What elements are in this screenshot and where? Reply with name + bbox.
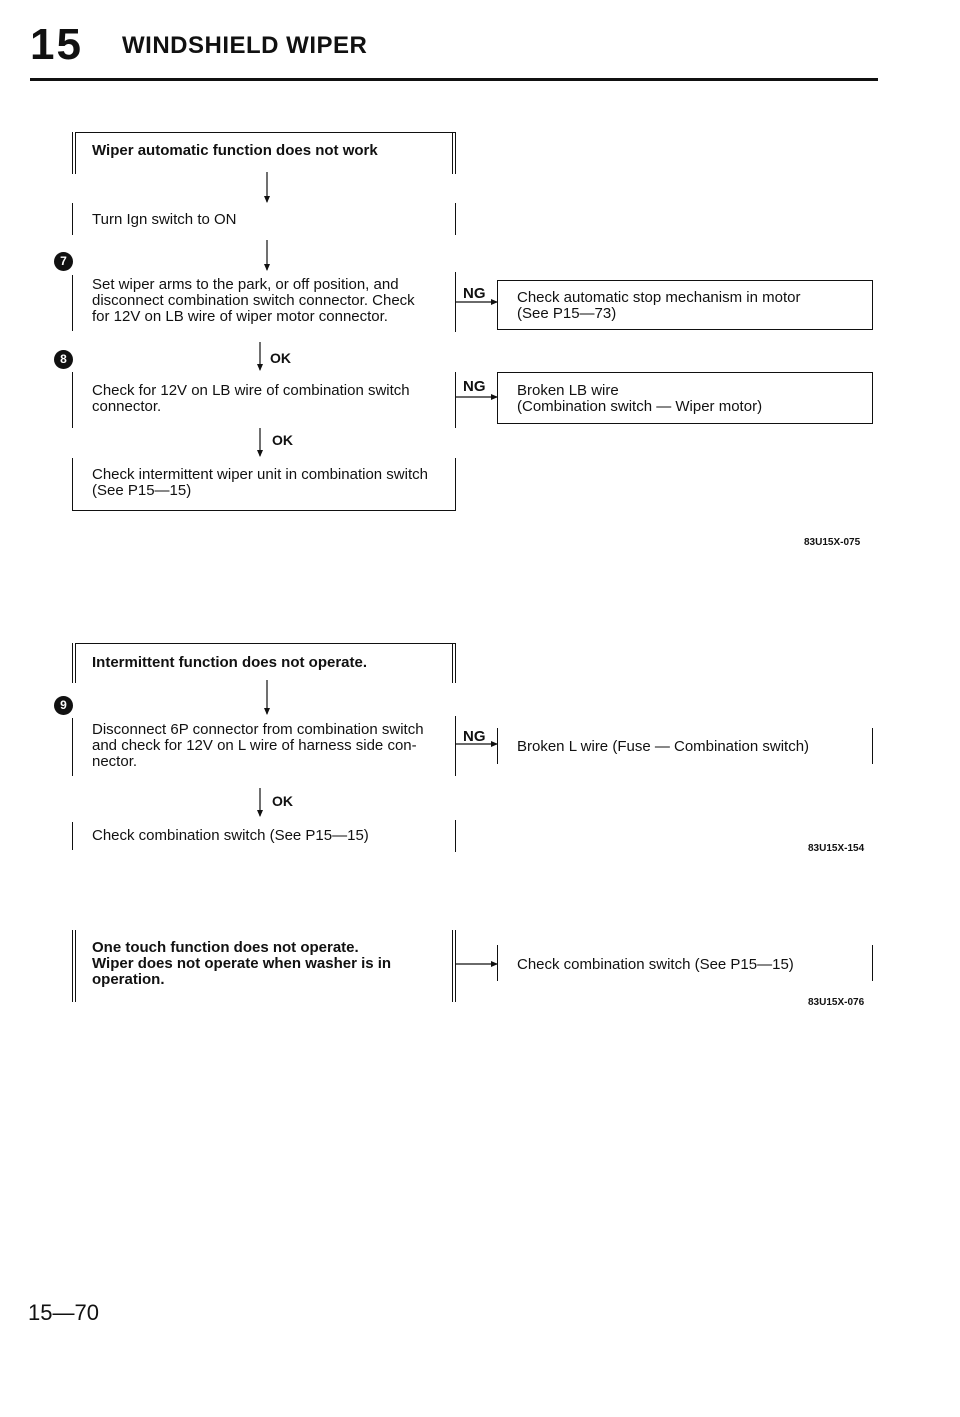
arrow-down-icon [262, 240, 272, 272]
ng-label: NG [463, 378, 486, 395]
figure-reference: 83U15X-154 [808, 843, 865, 854]
flow2-left-border [72, 718, 73, 776]
flow1-right-border [455, 203, 456, 235]
flow3-title: One touch function does not operate. Wiper does not operate when washer is in operation. [92, 939, 392, 988]
arrow-right-icon [455, 392, 499, 402]
step-7-marker: 7 [54, 252, 73, 271]
arrow-down-icon [255, 428, 265, 458]
result-right-border [872, 728, 873, 764]
result-left-border [497, 728, 498, 764]
flow1-left-border [75, 132, 76, 174]
figure-reference: 83U15X-075 [804, 537, 861, 548]
flow2-right-border [455, 820, 456, 852]
ng-label: NG [463, 728, 486, 745]
arrow-right-icon [455, 739, 499, 749]
flow1-right-border [455, 132, 456, 174]
flow1-left-border [72, 372, 73, 428]
flow1-left-border [72, 203, 73, 235]
flow2-left-border [75, 643, 76, 683]
ok-label: OK [272, 432, 293, 448]
flow1-top-border [75, 132, 455, 133]
ng-label: NG [463, 285, 486, 302]
flow3-left-border [72, 930, 73, 1002]
flow2-right-border [455, 643, 456, 683]
flow1-left-border [72, 275, 73, 331]
arrow-right-icon [455, 297, 499, 307]
flow2-left-border [72, 822, 73, 850]
result-left-border [497, 945, 498, 981]
flow1-left-border [72, 132, 73, 174]
flow1-result2: Broken LB wire (Combination switch — Wiper motor) [517, 382, 763, 415]
arrow-down-icon [255, 342, 265, 372]
flow1-right-border [455, 458, 456, 510]
flow1-right-border [452, 132, 453, 174]
flow1-title: Wiper automatic function does not work [92, 142, 378, 159]
flow1-step1: Turn Ign switch to ON [92, 211, 237, 228]
flow2-top-border [75, 643, 455, 644]
flow3-left-border [75, 930, 76, 1002]
page-title: WINDSHIELD WIPER [122, 32, 368, 59]
flow2-right-border [452, 643, 453, 683]
flow2-final-step: Check combination switch (See P15—15) [92, 827, 369, 844]
page-number: 15—70 [28, 1300, 99, 1325]
flow1-step7: Set wiper arms to the park, or off position, and disconnect combination switch connector. Check for 12V on LB wire of wiper motor connector. [92, 276, 415, 325]
arrow-down-icon [262, 680, 272, 716]
arrow-down-icon [262, 172, 272, 204]
flow1-result1: Check automatic stop mechanism in motor (See P15—73) [517, 289, 801, 322]
flow2-step9: Disconnect 6P connector from combination switch and check for 12V on L wire of harness side con- nector. [92, 721, 424, 770]
step-8-marker: 8 [54, 350, 73, 369]
flow1-final-step: Check intermittent wiper unit in combination switch (See P15—15) [92, 466, 428, 499]
arrow-right-icon [455, 959, 499, 969]
step-9-marker: 9 [54, 696, 73, 715]
flow2-result: Broken L wire (Fuse — Combination switch) [517, 738, 810, 755]
arrow-down-icon [255, 788, 265, 818]
flow1-bottom-border [72, 510, 456, 511]
ok-label: OK [272, 793, 293, 809]
ok-label: OK [270, 350, 291, 366]
flow1-left-border [72, 458, 73, 510]
result-right-border [872, 945, 873, 981]
flow2-title: Intermittent function does not operate. [92, 654, 368, 671]
flow2-left-border [72, 643, 73, 683]
figure-reference: 83U15X-076 [808, 997, 865, 1008]
header-divider [30, 78, 878, 81]
flow3-result: Check combination switch (See P15—15) [517, 956, 794, 973]
section-number: 15 [30, 20, 83, 69]
flow3-right-border [452, 930, 453, 1002]
flow1-step8: Check for 12V on LB wire of combination switch connector. [92, 382, 410, 415]
